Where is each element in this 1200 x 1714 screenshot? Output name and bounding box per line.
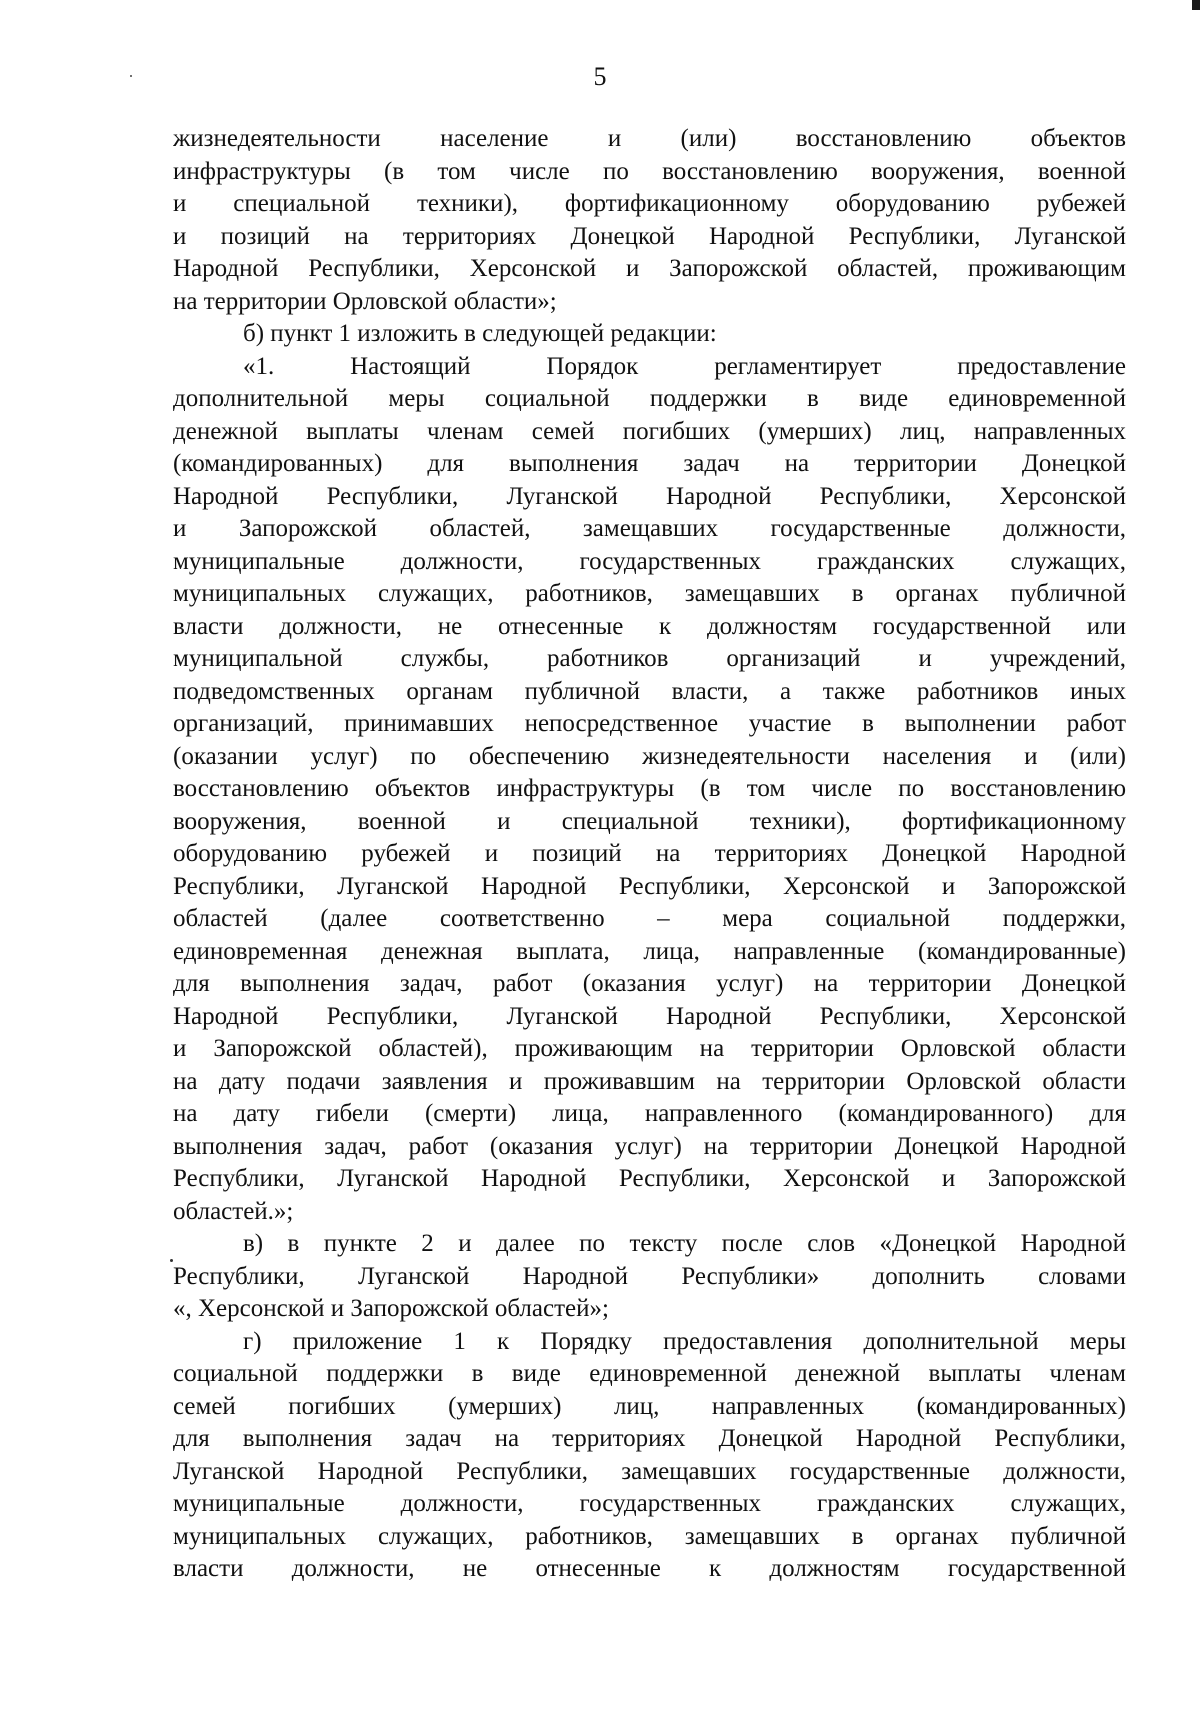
text-line: вооружения, военной и специальной техники), фортификационному xyxy=(173,807,1126,835)
text-line: единовременная денежная выплата, лица, направленные (командированные) xyxy=(173,937,1126,965)
text-line: социальной поддержки в виде единовременной денежной выплаты членам xyxy=(173,1360,1126,1387)
text-line: муниципальные должности, государственных гражданских служащих, xyxy=(173,547,1126,575)
scan-edge-mark xyxy=(1192,0,1200,10)
text-line: для выполнения задач, работ (оказания услуг) на территории Донецкой xyxy=(173,970,1126,997)
text-line: семей погибших (умерших) лиц, направленных (командированных) xyxy=(173,1392,1126,1420)
body-text xyxy=(173,123,1126,1586)
text-line: дополнительной меры социальной поддержки в виде единовременной xyxy=(173,385,1126,412)
text-line: Республики, Луганской Народной Республики» дополнить словами xyxy=(173,1262,1126,1290)
text-line: Луганской Народной Республики, замещавших государственные должности, xyxy=(173,1457,1126,1485)
text-line: муниципальной службы, работников организаций и учреждений, xyxy=(173,645,1126,672)
text-line: власти должности, не отнесенные к должностям государственной xyxy=(173,1555,1126,1582)
text-line: в) в пункте 2 и далее по тексту после слов «Донецкой Народной xyxy=(243,1230,1126,1257)
text-line: (командированных) для выполнения задач на территории Донецкой xyxy=(173,450,1126,477)
text-line: оборудованию рубежей и позиций на территориях Донецкой Народной xyxy=(173,840,1126,867)
text-line: и позиций на территориях Донецкой Народной Республики, Луганской xyxy=(173,222,1126,250)
text-line: и Запорожской областей, замещавших государственные должности, xyxy=(173,515,1126,542)
text-line: власти должности, не отнесенные к должностям государственной или xyxy=(173,612,1126,640)
text-line: муниципальных служащих, работников, замещавших в органах публичной xyxy=(173,1522,1126,1550)
text-line: на территории Орловской области»; xyxy=(173,287,557,315)
text-line: областей.»; xyxy=(173,1197,294,1225)
text-line: областей (далее соответственно – мера социальной поддержки, xyxy=(173,905,1126,932)
page-number: 5 xyxy=(593,62,607,91)
text-line: инфраструктуры (в том числе по восстановлению вооружения, военной xyxy=(173,157,1126,185)
text-line: Республики, Луганской Народной Республики, Херсонской и Запорожской xyxy=(173,872,1126,900)
text-line: и специальной техники), фортификационному оборудованию рубежей xyxy=(173,190,1126,217)
text-line: для выполнения задач на территориях Донецкой Народной Республики, xyxy=(173,1425,1126,1452)
text-line: г) приложение 1 к Порядку предоставления дополнительной меры xyxy=(243,1327,1126,1355)
text-line: Республики, Луганской Народной Республики, Херсонской и Запорожской xyxy=(173,1165,1126,1192)
text-line: жизнедеятельности население и (или) восстановлению объектов xyxy=(173,125,1126,152)
text-line: и Запорожской областей), проживающим на территории Орловской области xyxy=(173,1035,1126,1062)
text-line: подведомственных органам публичной власти, а также работников иных xyxy=(173,677,1126,705)
text-line: б) пункт 1 изложить в следующей редакции: xyxy=(243,320,717,347)
text-line: муниципальные должности, государственных гражданских служащих, xyxy=(173,1490,1126,1517)
text-line: Народной Республики, Луганской Народной Республики, Херсонской xyxy=(173,482,1126,510)
text-line: Народной Республики, Луганской Народной Республики, Херсонской xyxy=(173,1002,1126,1030)
text-line: «1. Настоящий Порядок регламентирует предоставление xyxy=(243,352,1126,380)
text-line: восстановлению объектов инфраструктуры (в том числе по восстановлению xyxy=(173,775,1126,802)
text-line: организаций, принимавших непосредственное участие в выполнении работ xyxy=(173,710,1126,737)
text-line: выполнения задач, работ (оказания услуг) на территории Донецкой Народной xyxy=(173,1132,1126,1160)
text-line: на дату подачи заявления и проживавшим на территории Орловской области xyxy=(173,1067,1126,1095)
text-line: «, Херсонской и Запорожской областей»; xyxy=(173,1295,609,1322)
text-line: денежной выплаты членам семей погибших (умерших) лиц, направленных xyxy=(173,417,1126,445)
text-line: (оказании услуг) по обеспечению жизнедеятельности населения и (или) xyxy=(173,742,1126,770)
text-line: Народной Республики, Херсонской и Запорожской областей, проживающим xyxy=(173,255,1126,282)
text-line: муниципальных служащих, работников, замещавших в органах публичной xyxy=(173,580,1126,607)
text-line: на дату гибели (смерти) лица, направленного (командированного) для xyxy=(173,1100,1126,1127)
